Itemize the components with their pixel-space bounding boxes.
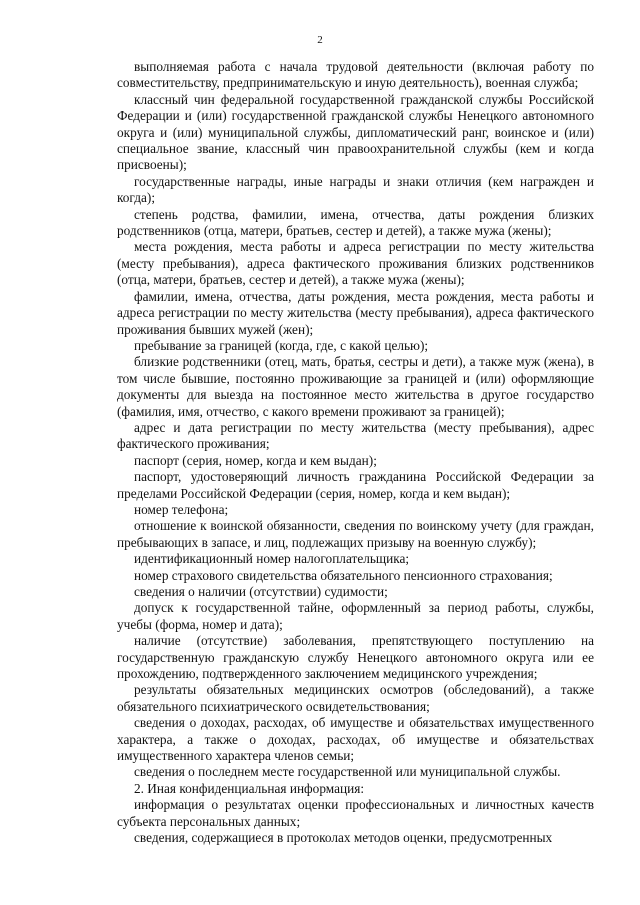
paragraph: информация о результатах оценки профессиональных и личностных качеств субъекта персональных данных;: [117, 797, 594, 829]
section-heading: 2. Иная конфиденциальная информация:: [134, 780, 365, 796]
page-number: 2: [317, 34, 323, 46]
paragraph: сведения о доходах, расходах, об имуществе и обязательствах имущественного характера, а также о доходах, расходах, об имуществе и обязательствах имущественного характера членов семьи;: [117, 715, 594, 764]
paragraph: выполняемая работа с начала трудовой деятельности (включая работу по совместительству, предпринимательскую и иную деятельность), военная служба;: [117, 59, 594, 91]
paragraph: паспорт (серия, номер, когда и кем выдан);: [134, 452, 377, 468]
paragraph: идентификационный номер налогоплательщика;: [134, 551, 410, 567]
paragraph: сведения о наличии (отсутствии) судимости;: [134, 584, 388, 599]
paragraph: отношение к воинской обязанности, сведения по воинскому учету (для граждан, пребывающих в запасе, и лиц, подлежащих призыву на военную службу);: [117, 518, 594, 550]
paragraph: результаты обязательных медицинских осмотров (обследований), а также обязательного психиатрического освидетельствования;: [117, 682, 594, 714]
paragraph: классный чин федеральной государственной гражданской службы Российской Федерации и (или) государственной гражданской службы Ненецкого автономного округа и (или) муниципальной службы, дипломатический ранг, воинское и (или) специальное звание, классный чин правоохранительной службы (кем и когда присвоены);: [117, 91, 594, 173]
paragraph: адрес и дата регистрации по месту жительства (месту пребывания), адрес фактического проживания;: [117, 419, 594, 452]
paragraph: паспорт, удостоверяющий личность гражданина Российской Федерации за пределами Российской Федерации (серия, номер, когда и кем выдан);: [117, 469, 594, 501]
paragraph: степень родства, фамилии, имена, отчества, даты рождения близких родственников (отца, матери, братьев, сестер и детей), а также мужа (жены);: [117, 206, 594, 239]
paragraph: допуск к государственной тайне, оформленный за период работы, службы, учебы (форма, номер и дата);: [117, 600, 594, 632]
paragraph: номер телефона;: [134, 501, 229, 517]
paragraph: наличие (отсутствие) заболевания, препятствующего поступлению на государственную гражданскую службу Ненецкого автономного округа или ее прохождению, подтвержденного заключением медицинского учреждения;: [117, 633, 594, 682]
paragraph: близкие родственники (отец, мать, братья, сестры и дети), а также муж (жена), в том числе бывшие, постоянно проживающие за границей и (или) оформляющие документы для выезда на постоянное место жительства в другое государство (фамилия, имя, отчество, с какого времени проживают за границей);: [117, 354, 594, 419]
paragraph: фамилии, имена, отчества, даты рождения, места рождения, места работы и адреса регистрации по месту жительства (месту пребывания), адреса фактического проживания бывших мужей (жен);: [117, 288, 594, 337]
paragraph: государственные награды, иные награды и знаки отличия (кем награжден и когда);: [117, 173, 594, 206]
paragraph: места рождения, места работы и адреса регистрации по месту жительства (месту пребывания), адреса фактического проживания близких родственников (отца, матери, братьев, сестер и детей), а также мужа (жены);: [117, 239, 594, 288]
paragraph: номер страхового свидетельства обязательного пенсионного страхования;: [134, 567, 553, 583]
document-body: [117, 59, 594, 847]
paragraph: пребывание за границей (когда, где, с какой целью);: [134, 337, 429, 353]
paragraph: сведения о последнем месте государственной или муниципальной службы.: [134, 764, 561, 780]
paragraph: сведения, содержащиеся в протоколах методов оценки, предусмотренных: [134, 830, 553, 846]
